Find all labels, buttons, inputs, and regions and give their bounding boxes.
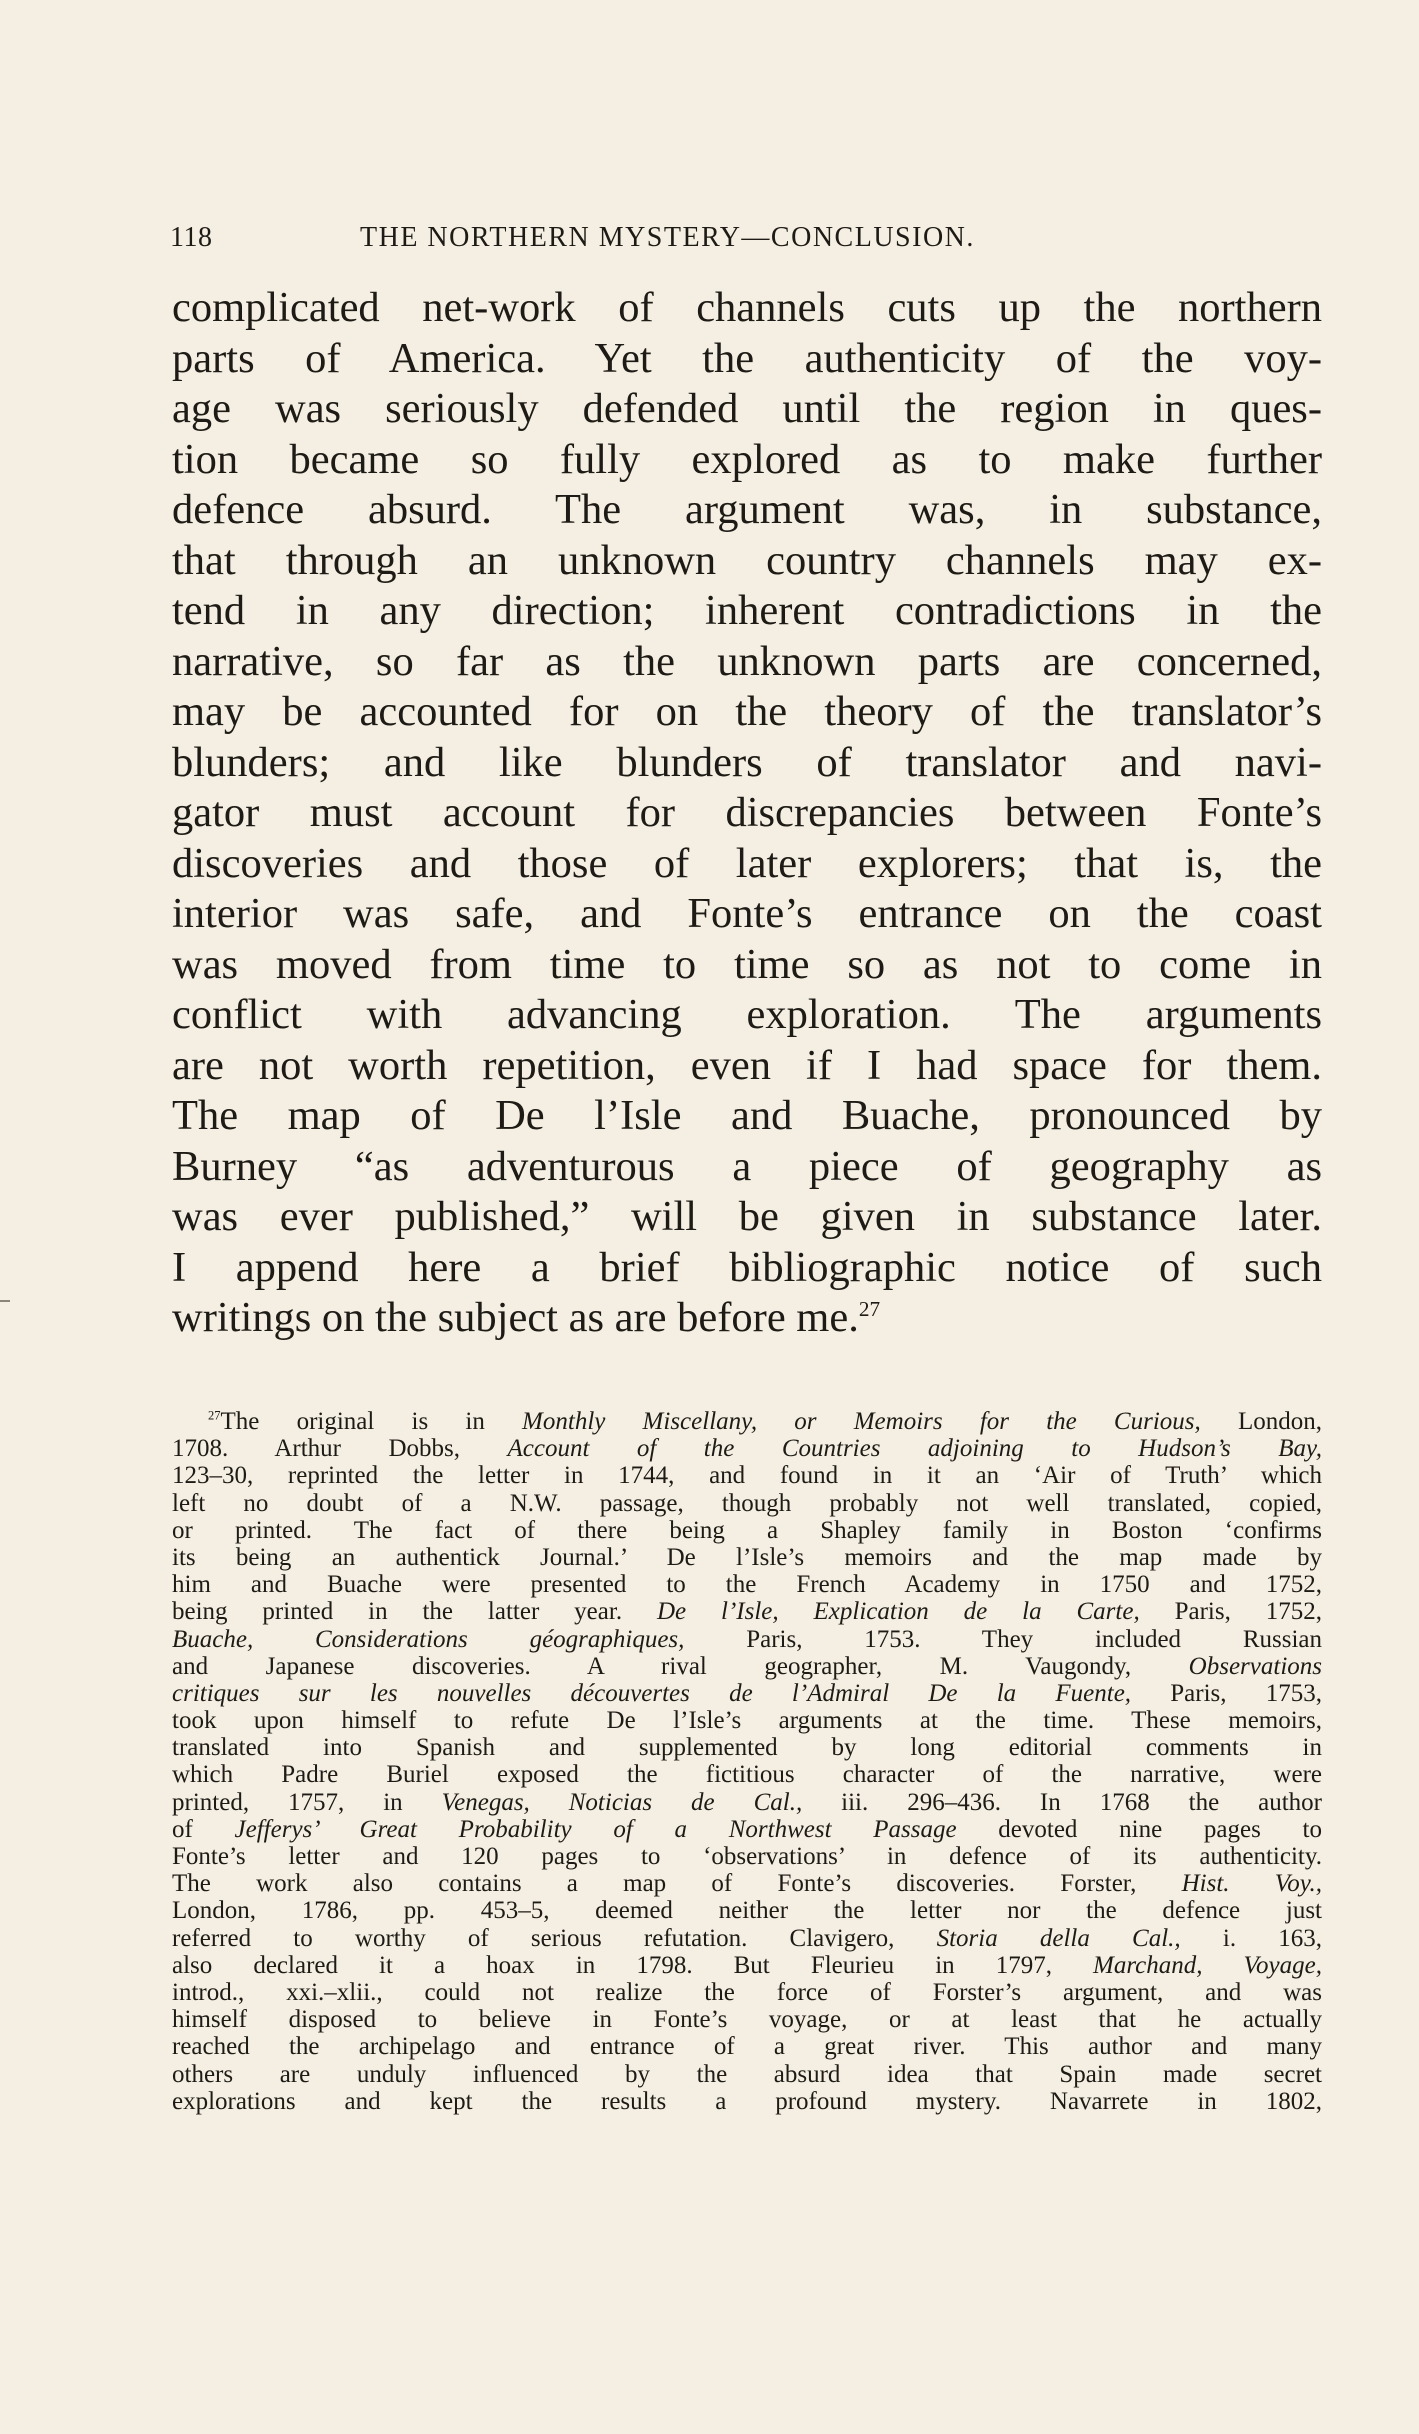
footnote-line	[172, 1490, 1322, 1517]
body-line: writings on the subject as are before me.$^{27}$	[172, 1294, 881, 1341]
footnote-text: 123–30, reprinted the letter in 1744, and found in it an ‘Air of Truth’ which	[172, 1462, 1322, 1490]
footnote-text: translated into Spanish and supplemented by long editorial comments in	[172, 1734, 1322, 1762]
body-line: blunders; and like blunders of translator and navi-	[172, 738, 1322, 786]
footnote-text: London, 1786, pp. 453–5, deemed neither the letter nor the defence just	[172, 1897, 1322, 1925]
footnote-text: iii. 296–436. In 1768 the author	[802, 1788, 1323, 1816]
footnote-text: himself disposed to believe in Fonte’s voyage, or at least that he actually	[172, 2006, 1322, 2034]
footnote-line	[172, 1789, 1322, 1816]
footnote-text: explorations and kept the results a profound mystery. Navarrete in 1802,	[172, 2087, 1322, 2115]
running-head	[170, 222, 1320, 262]
footnote-marker: 27	[208, 1408, 221, 1423]
footnote-text: or printed. The fact of there being a Shapley family in Boston ‘confirms	[172, 1516, 1322, 1544]
footnote-text: 1708. Arthur Dobbs,	[172, 1435, 508, 1463]
footnote-text: printed, 1757, in	[172, 1788, 442, 1816]
footnote-text: Paris, 1753. They included Russian	[684, 1625, 1322, 1653]
footnote-reference[interactable]: 27	[858, 1296, 881, 1321]
footnote-text: and Japanese discoveries. A rival geographer, M. Vaugondy,	[172, 1652, 1189, 1680]
footnote-line	[172, 1734, 1322, 1761]
body-line: narrative, so far as the unknown parts are concerned,	[172, 637, 1322, 685]
footnote-text: its being an authentick Journal.’ De l’Isle’s memoirs and the map made by	[172, 1543, 1322, 1571]
body-line: Burney “as adventurous a piece of geography as	[172, 1142, 1322, 1190]
body-line: age was seriously defended until the region in ques-	[172, 385, 1322, 432]
footnote-line	[172, 1680, 1322, 1707]
footnote-text: introd., xxi.–xlii., could not realize the force of Forster’s argument, and was	[172, 1978, 1322, 2006]
body-paragraph	[172, 283, 1322, 1344]
footnote-line	[172, 1544, 1322, 1571]
body-line: tion became so fully explored as to make further	[172, 435, 1322, 483]
footnote-line	[172, 1571, 1322, 1598]
footnote	[172, 1408, 1322, 2115]
footnote-line	[172, 1707, 1322, 1734]
footnote-text: referred to worthy of serious refutation. Clavigero,	[172, 1924, 937, 1952]
footnote-line	[172, 2006, 1322, 2033]
footnote-line	[172, 2088, 1322, 2115]
footnote-text: took upon himself to refute De l’Isle’s arguments at the time. These memoirs,	[172, 1707, 1322, 1735]
footnote-italic-text: Account of the Countries adjoining to Hudson’s Bay,	[507, 1435, 1323, 1463]
footnote-text: of	[172, 1815, 235, 1843]
page-number: 118	[170, 222, 213, 253]
body-line: discoveries and those of later explorers; that is, the	[172, 839, 1322, 887]
margin-mark	[0, 1300, 10, 1302]
footnote-text: Paris, 1752,	[1139, 1598, 1322, 1626]
footnote-text: him and Buache were presented to the French Academy in 1750 and 1752,	[172, 1571, 1322, 1599]
body-line: gator must account for discrepancies between Fonte’s	[172, 789, 1322, 836]
footnote-italic-text: Monthly Miscellany, or Memoirs for the Curious,	[522, 1408, 1201, 1435]
body-line: tend in any direction; inherent contradictions in the	[172, 587, 1322, 634]
footnote-italic-text: Marchand, Voyage,	[1093, 1951, 1322, 1979]
footnote-line	[172, 2033, 1322, 2060]
body-line: was ever published,” will be given in substance later.	[172, 1193, 1322, 1240]
footnote-line	[172, 1435, 1322, 1462]
footnote-text: being printed in the latter year.	[172, 1598, 657, 1626]
footnote-line	[172, 1462, 1322, 1489]
footnote-line	[172, 1408, 1322, 1435]
footnote-text: also declared it a hoax in 1798. But Fleurieu in 1797,	[172, 1951, 1094, 1979]
body-line: may be accounted for on the theory of the translator’s	[172, 688, 1322, 735]
footnote-italic-text: Venegas, Noticias de Cal.,	[441, 1788, 803, 1816]
footnote-line	[172, 2061, 1322, 2088]
footnote-text: others are unduly influenced by the absurd idea that Spain made secret	[172, 2060, 1322, 2088]
body-line: I append here a brief bibliographic notice of such	[172, 1243, 1322, 1291]
footnote-line	[172, 1843, 1322, 1870]
footnote-text: left no doubt of a N.W. passage, though probably not well translated, copied,	[172, 1489, 1322, 1517]
body-line: was moved from time to time so as not to come in	[172, 940, 1322, 988]
footnote-text: The work also contains a map of Fonte’s discoveries. Forster,	[172, 1870, 1182, 1898]
footnote-text: Paris, 1753,	[1131, 1679, 1322, 1707]
footnote-italic-text: De l’Isle, Explication de la Carte,	[656, 1598, 1140, 1626]
footnote-text: The original is in	[220, 1408, 523, 1435]
footnote-line	[172, 1598, 1322, 1625]
footnote-italic-text: Jefferys’ Great Probability of a Northwest Passage	[234, 1815, 957, 1843]
footnote-text: Fonte’s letter and 120 pages to ‘observations’ in defence of its authenticity.	[172, 1843, 1322, 1870]
body-line: conflict with advancing exploration. The arguments	[172, 991, 1322, 1038]
footnote-italic-text: Hist. Voy.,	[1181, 1870, 1322, 1898]
footnote-line	[172, 1653, 1322, 1680]
body-line: interior was safe, and Fonte’s entrance on the coast	[172, 890, 1322, 937]
footnote-line	[172, 1925, 1322, 1952]
body-line: are not worth repetition, even if I had space for them.	[172, 1041, 1322, 1089]
footnote-text: reached the archipelago and entrance of a great river. This author and many	[172, 2033, 1322, 2061]
footnote-line	[172, 1897, 1322, 1924]
footnote-italic-text: Storia della Cal.,	[936, 1924, 1181, 1952]
footnote-italic-text: critiques sur les nouvelles découvertes de l’Admiral De la Fuente,	[172, 1679, 1132, 1707]
footnote-line	[172, 1952, 1322, 1979]
footnote-text: i. 163,	[1180, 1924, 1323, 1952]
footnote-line	[172, 1761, 1322, 1788]
footnote-line	[172, 1979, 1322, 2006]
body-line: that through an unknown country channels may ex-	[172, 536, 1322, 584]
running-title: THE NORTHERN MYSTERY—CONCLUSION.	[360, 222, 975, 253]
body-line: complicated net-work of channels cuts up the northern	[172, 284, 1322, 331]
footnote-italic-text: Buache, Considerations géographiques,	[172, 1625, 685, 1653]
footnote-line	[172, 1517, 1322, 1544]
footnote-text: which Padre Buriel exposed the fictitious character of the narrative, were	[172, 1761, 1322, 1789]
footnote-line	[172, 1626, 1322, 1653]
footnote-line	[172, 1816, 1322, 1843]
body-line: The map of De l’Isle and Buache, pronounced by	[172, 1092, 1322, 1139]
footnote-italic-text: Observations	[1188, 1652, 1322, 1680]
footnote-text: London,	[1200, 1408, 1322, 1435]
body-line: parts of America. Yet the authenticity of the voy-	[172, 334, 1322, 382]
body-line: defence absurd. The argument was, in substance,	[172, 486, 1322, 533]
footnote-line	[172, 1870, 1322, 1897]
footnote-text: devoted nine pages to	[956, 1815, 1322, 1843]
